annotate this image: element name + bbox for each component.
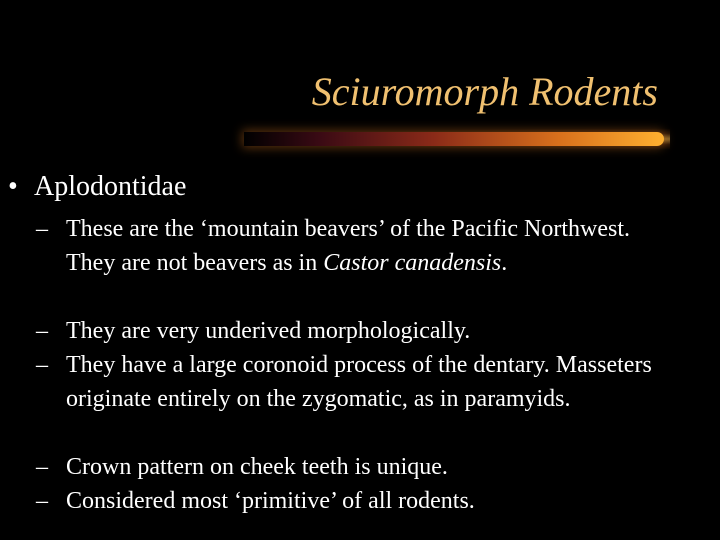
dash-icon: –	[36, 454, 48, 480]
sub-item-2	[36, 314, 676, 348]
slide-title: Sciuromorph Rodents	[311, 69, 658, 114]
sub-item-text: They have a large coronoid process of the dentary. Masseters originate entirely on the zygomatic, as in paramyids.	[66, 352, 652, 412]
sub-item-text: They are very underived morphologically.	[66, 318, 471, 344]
dash-icon: –	[36, 318, 48, 344]
title-underline-bar	[244, 132, 664, 146]
bullet-icon: •	[8, 171, 18, 202]
sub-item-3	[36, 348, 676, 416]
dash-icon: –	[36, 488, 48, 514]
sub-item-5	[36, 484, 676, 518]
sub-item-1	[36, 212, 676, 280]
bullet-item	[8, 170, 186, 204]
sub-item-4	[36, 450, 676, 484]
sub-item-text: Crown pattern on cheek teeth is unique.	[66, 454, 448, 480]
bullet-text: Aplodontidae	[34, 171, 187, 202]
sub-item-text: Considered most ‘primitive’ of all rodents.	[66, 488, 475, 514]
dash-icon: –	[36, 216, 48, 242]
species-name: Castor canadensis	[323, 250, 502, 276]
sub-item-text: These are the ‘mountain beavers’ of the Pacific Northwest. They are not beavers as in Castor canadensis.	[66, 216, 630, 276]
dash-icon: –	[36, 352, 48, 378]
